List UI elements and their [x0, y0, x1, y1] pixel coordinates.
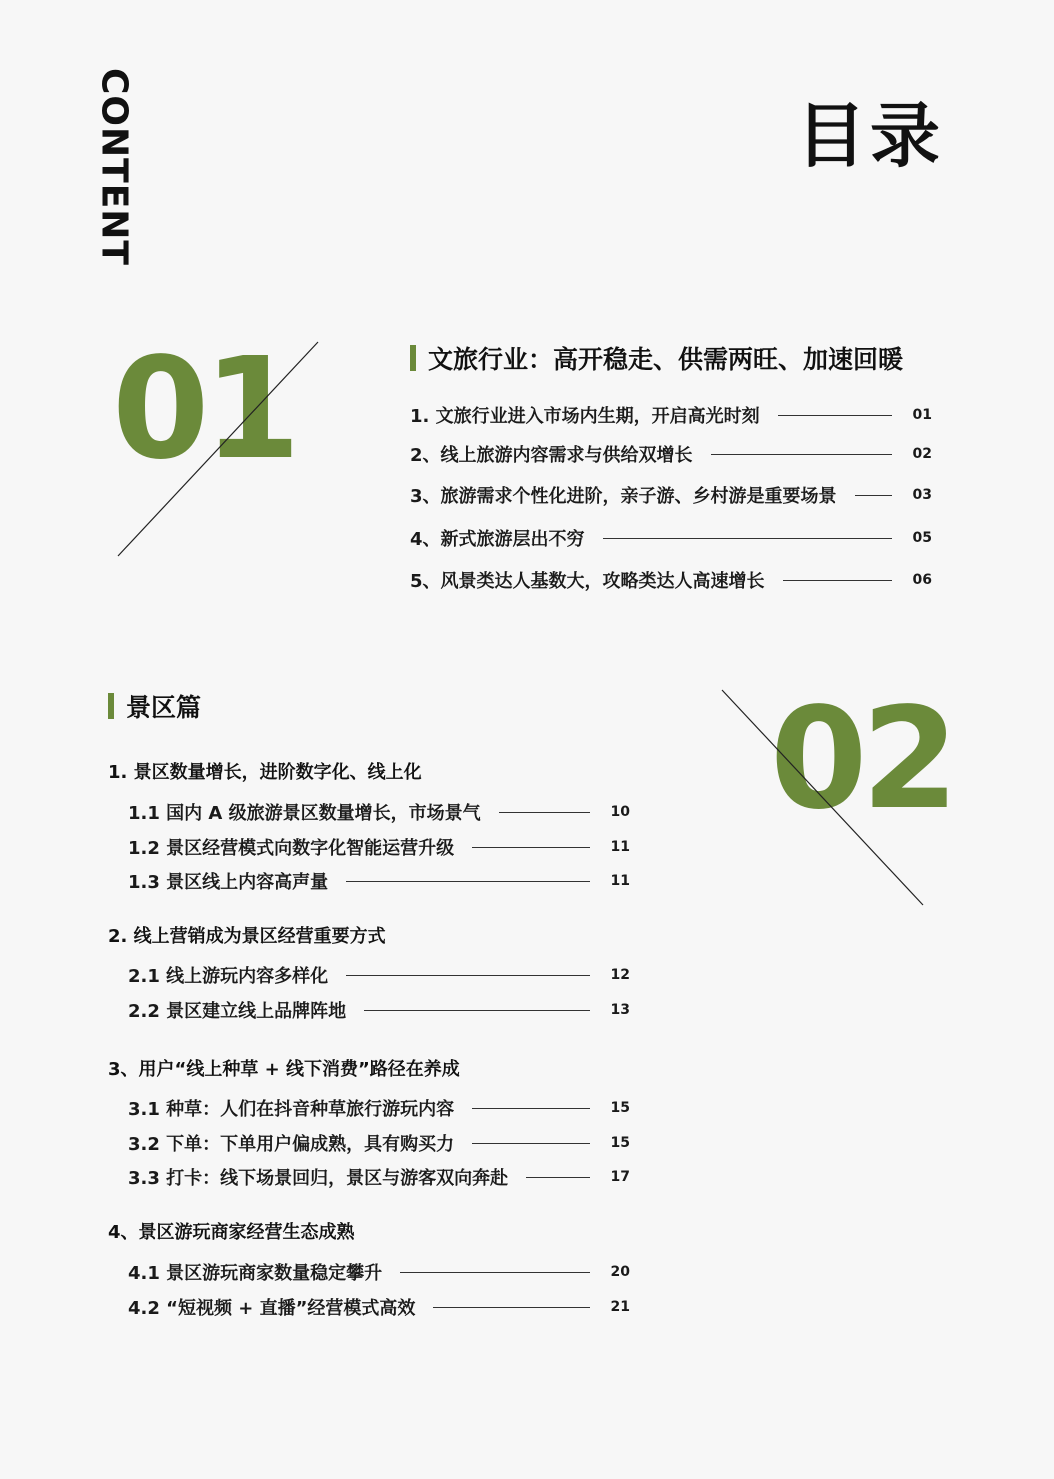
- page-number: 21: [610, 1299, 630, 1315]
- leader-line: [855, 495, 892, 496]
- leader-line: [711, 454, 892, 455]
- page-number: 02: [912, 446, 932, 462]
- toc-entry-2-3-3[interactable]: [128, 1164, 630, 1190]
- toc-entry-text: 1. 文旅行业进入市场内生期，开启高光时刻: [410, 406, 760, 427]
- toc-entry-text: 1.3 景区线上内容高声量: [128, 872, 329, 893]
- section2-heading-text: 景区篇: [126, 693, 202, 722]
- leader-line: [783, 580, 892, 581]
- toc-entry-text: 3、旅游需求个性化进阶，亲子游、乡村游是重要场景: [410, 486, 837, 507]
- diagonal-line-01: [116, 340, 320, 558]
- page-number: 11: [610, 873, 630, 889]
- section-number-01: 01: [112, 328, 295, 491]
- page-title: 目录: [796, 95, 944, 177]
- toc-entry-text: 2、线上旅游内容需求与供给双增长: [410, 445, 693, 466]
- toc-entry-text: 3.3 打卡：线下场景回归，景区与游客双向奔赴: [128, 1168, 509, 1189]
- toc-entry-2-1-2[interactable]: [128, 834, 630, 860]
- page-number: 13: [610, 1002, 630, 1018]
- leader-line: [526, 1177, 590, 1178]
- toc-entry-1-1[interactable]: [410, 402, 932, 428]
- toc-entry-text: 4.1 景区游玩商家数量稳定攀升: [128, 1263, 383, 1284]
- page-number: 05: [912, 530, 932, 546]
- vertical-content-text: CONTENT: [93, 68, 135, 266]
- leader-line: [400, 1272, 590, 1273]
- page-number: 01: [912, 407, 932, 423]
- page-number: 20: [610, 1264, 630, 1280]
- leader-line: [472, 1143, 590, 1144]
- section2-heading: [108, 688, 201, 724]
- section1-heading: [410, 340, 903, 376]
- leader-line: [472, 847, 590, 848]
- leader-line: [364, 1010, 590, 1011]
- toc-entry-text: 3.1 种草：人们在抖音种草旅行游玩内容: [128, 1099, 455, 1120]
- toc-entry-2-3-2[interactable]: [128, 1130, 630, 1156]
- section1-heading-bar: [410, 345, 416, 371]
- leader-line: [499, 812, 590, 813]
- toc-entry-2-4-1[interactable]: [128, 1259, 630, 1285]
- page-number: 15: [610, 1100, 630, 1116]
- chapter-title-3[interactable]: 3、用户“线上种草 + 线下消费”路径在养成: [108, 1059, 460, 1080]
- toc-entry-text: 4、新式旅游层出不穷: [410, 529, 585, 550]
- toc-entry-1-2[interactable]: [410, 441, 932, 467]
- page-number: 11: [610, 839, 630, 855]
- toc-entry-2-3-1[interactable]: [128, 1095, 630, 1121]
- page-number: 12: [610, 967, 630, 983]
- leader-line: [346, 975, 590, 976]
- leader-line: [472, 1108, 590, 1109]
- toc-entry-text: 2.2 景区建立线上品牌阵地: [128, 1001, 347, 1022]
- toc-entry-2-1-3[interactable]: [128, 868, 630, 894]
- section2-heading-bar: [108, 693, 114, 719]
- toc-entry-2-4-2[interactable]: [128, 1294, 630, 1320]
- chapter-title-2[interactable]: 2. 线上营销成为景区经营重要方式: [108, 926, 386, 947]
- toc-entry-text: 4.2 “短视频 + 直播”经营模式高效: [128, 1298, 416, 1319]
- vertical-content-label: [84, 68, 144, 266]
- leader-line: [346, 881, 590, 882]
- toc-entry-text: 5、风景类达人基数大，攻略类达人高速增长: [410, 571, 765, 592]
- chapter-title-1[interactable]: 1. 景区数量增长，进阶数字化、线上化: [108, 762, 422, 783]
- toc-entry-text: 1.1 国内 A 级旅游景区数量增长，市场景气: [128, 803, 481, 824]
- page-number: 10: [610, 804, 630, 820]
- leader-line: [433, 1307, 590, 1308]
- toc-entry-2-1-1[interactable]: [128, 799, 630, 825]
- diagonal-line-02: [720, 688, 926, 908]
- section1-heading-text: 文旅行业：高开稳走、供需两旺、加速回暖: [428, 345, 904, 374]
- page-number: 15: [610, 1135, 630, 1151]
- section-number-02: 02: [770, 678, 953, 841]
- toc-entry-text: 1.2 景区经营模式向数字化智能运营升级: [128, 838, 455, 859]
- toc-entry-2-2-1[interactable]: [128, 962, 630, 988]
- leader-line: [778, 415, 892, 416]
- toc-entry-1-4[interactable]: [410, 525, 932, 551]
- toc-entry-text: 3.2 下单：下单用户偏成熟，具有购买力: [128, 1134, 455, 1155]
- leader-line: [603, 538, 892, 539]
- page-number: 03: [912, 487, 932, 503]
- toc-entry-1-5[interactable]: [410, 567, 932, 593]
- page-number: 17: [610, 1169, 630, 1185]
- toc-entry-text: 2.1 线上游玩内容多样化: [128, 966, 329, 987]
- chapter-title-4[interactable]: 4、景区游玩商家经营生态成熟: [108, 1222, 355, 1243]
- toc-entry-2-2-2[interactable]: [128, 997, 630, 1023]
- page-number: 06: [912, 572, 932, 588]
- toc-entry-1-3[interactable]: [410, 482, 932, 508]
